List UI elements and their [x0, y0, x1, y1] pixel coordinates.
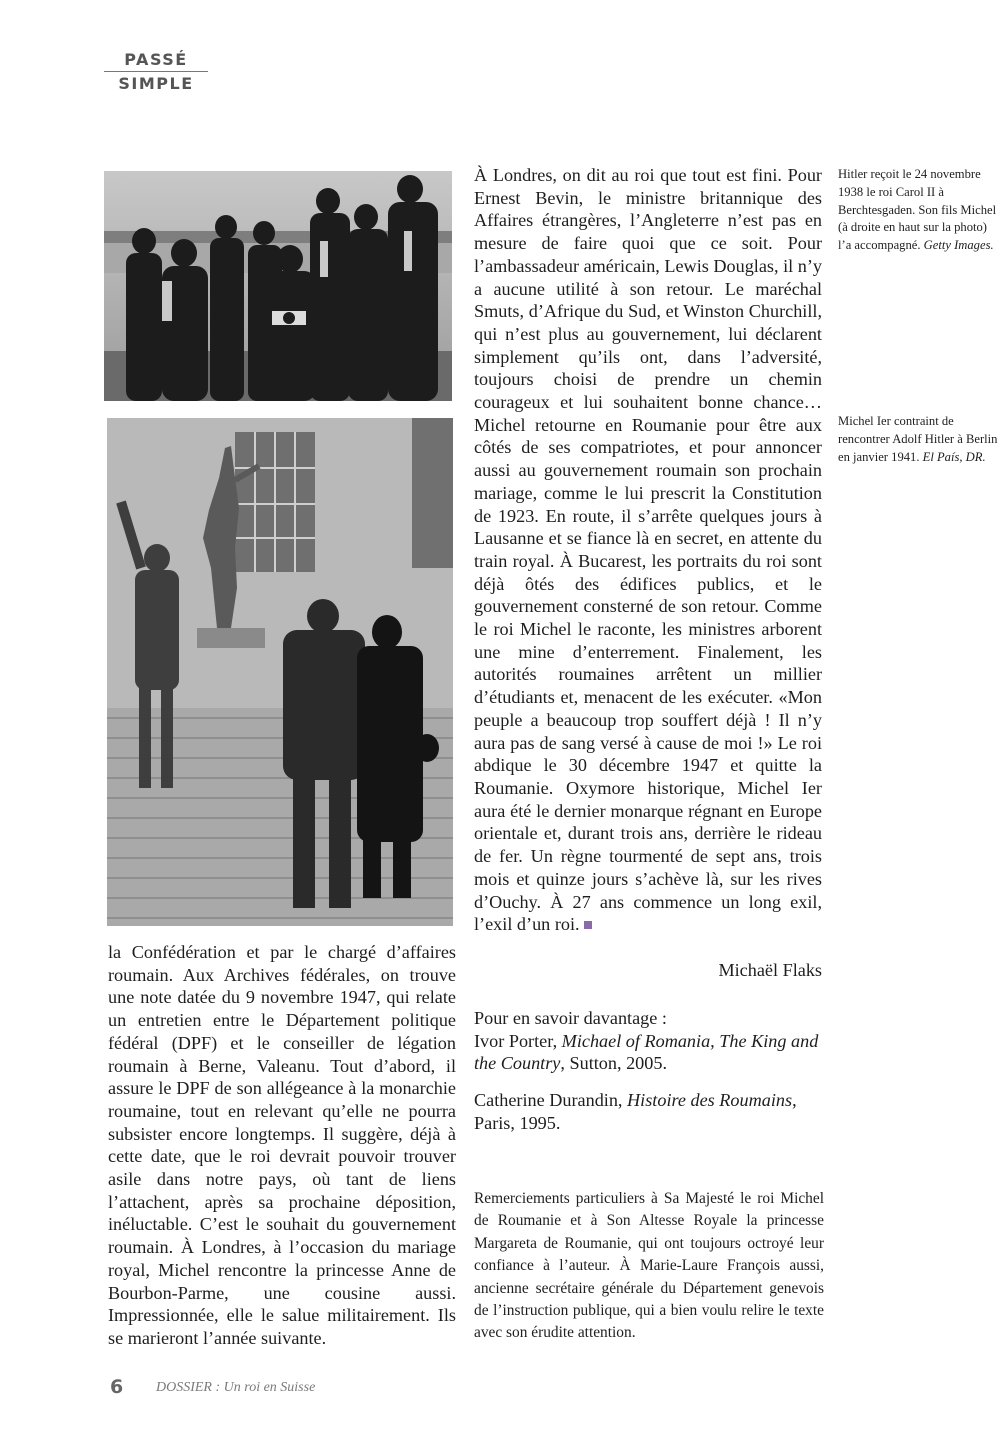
- running-footer: DOSSIER : Un roi en Suisse: [156, 1380, 316, 1395]
- article-paragraph-right: [474, 164, 822, 936]
- article-column-left: [108, 941, 456, 1350]
- further-reading: [474, 1007, 824, 1135]
- rubric-divider: [104, 71, 208, 72]
- reference-title: Michael of Romania, The King and the Country: [474, 1030, 819, 1074]
- page-number: 6: [110, 1376, 124, 1398]
- photo-berchtesgaden-image: [104, 171, 452, 401]
- reference-title: Histoire des Roumains: [627, 1090, 793, 1111]
- photo-caption-berlin: [838, 413, 998, 466]
- reference-item: [474, 1030, 824, 1075]
- photo-berlin: [107, 418, 453, 926]
- reference-publisher: , Paris, 1995.: [474, 1090, 797, 1133]
- rubric-line-1: PASSÉ: [124, 50, 188, 69]
- reference-author: Ivor Porter,: [474, 1030, 562, 1051]
- author-signature: Michaël Flaks: [718, 960, 822, 980]
- caption-text: Michel Ier contraint de rencontrer Adolf Hitler à Berlin en janvier 1941.: [838, 414, 998, 464]
- reference-item: [474, 1089, 824, 1134]
- article-text-right: À Londres, on dit au roi que tout est fini. Pour Ernest Bevin, le ministre britannique des Affaires étrangères, l’Angleterre n’est pas en mesure de faire quoi que ce soit. Pour l’ambassadeur américain, Lewis Douglas, il n’y a aucune utilité à son retour. Le maréchal Smuts, d’Afrique du Sud, et Winston Churchill, qui n’est plus au gouvernement, lui déclarent simplement qu’ils ont, dans l’adversité, toujours choisi de prendre un chemin courageux et lui souhaitent bonne chance… Michel retourne en Roumanie pour être aux côtés de ses compatriotes, et pour annoncer aussi au gouvernement roumain son prochain mariage, comme le lui prescrit la Constitution de 1923. En route, il s’arrête quelques jours à Lausanne et se fiance là en secret, en attente du train royal. À Bucarest, les portraits du roi sont déjà ôtés des édifices publics, et le gouvernement consterné de son retour. Comme le roi Michel le raconte, les ministres arborent une mine d’enterrement. Finalement, les autorités roumaines arrêtent un millier d’étudiants et, menacent de les exécuter. «Mon peuple a beaucoup trop souffert déjà ! Il n’y aura pas de sang versé à cause de moi !» Le roi abdique le 30 décembre 1947 et quitte la Roumanie. Oxymore historique, Michel Ier aura été le dernier monarque régnant en Europe orientale et, durant trois ans, derrière le rideau de fer. Un règne tourmenté de sept ans, trois mois et quinze jours s’achève là, sur les rives d’Ouchy. À 27 ans commence un long exil, l’exil d’un roi.: [474, 165, 822, 935]
- further-reading-heading: Pour en savoir davantage :: [474, 1008, 667, 1028]
- reference-publisher: , Sutton, 2005.: [560, 1053, 668, 1074]
- end-of-article-mark: [584, 921, 592, 929]
- acknowledgements: Remerciements particuliers à Sa Majesté le roi Michel de Roumanie et à Son Altesse Royale la princesse Margareta de Roumanie, qui ont toujours octroyé leur confiance à l’auteur. À Marie-Laure François aussi, ancienne secrétaire générale du Département genevois de l’instruction publique, qui a bien voulu relire le texte avec son érudite attention.: [474, 1190, 824, 1342]
- section-rubric: [104, 50, 208, 94]
- photo-berlin-image: [107, 418, 453, 926]
- caption-credit: Getty Images.: [923, 238, 994, 253]
- caption-credit: El País, DR.: [922, 449, 986, 464]
- rubric-line-2: SIMPLE: [118, 74, 194, 93]
- reference-author: Catherine Durandin,: [474, 1090, 628, 1111]
- article-text-left: la Confédération et par le chargé d’affaires roumain. Aux Archives fédérales, on trouve une note datée du 9 novembre 1947, qui relate un entretien entre le Département politique fédéral (DPF) et le conseiller de légation roumain à Berne, Valeanu. Tout d’abord, il assure le DPF de son allégeance à la monarchie roumaine, tout en relevant qu’elle ne pourra subsister encore longtemps. Il suggère, déjà à cette date, que le roi devrait pouvoir trouver asile dans notre pays, où tant de liens l’attachent, après sa prochaine déposition, inéluctable. C’est le souhait du gouvernement roumain. À Londres, à l’occasion du mariage royal, Michel rencontre la princesse Anne de Bourbon-Parme, une cousine aussi. Impressionnée, elle le salue militairement. Ils se marieront l’année suivante.: [108, 942, 456, 1348]
- photo-caption-berchtesgaden: [838, 166, 998, 255]
- caption-text: Hitler reçoit le 24 novembre 1938 le roi Carol II à Berchtesgaden. Son fils Michel (à droite en haut sur la photo) l’a accompagné.: [838, 167, 997, 253]
- photo-berchtesgaden: [104, 171, 452, 401]
- article-column-right: [474, 164, 822, 936]
